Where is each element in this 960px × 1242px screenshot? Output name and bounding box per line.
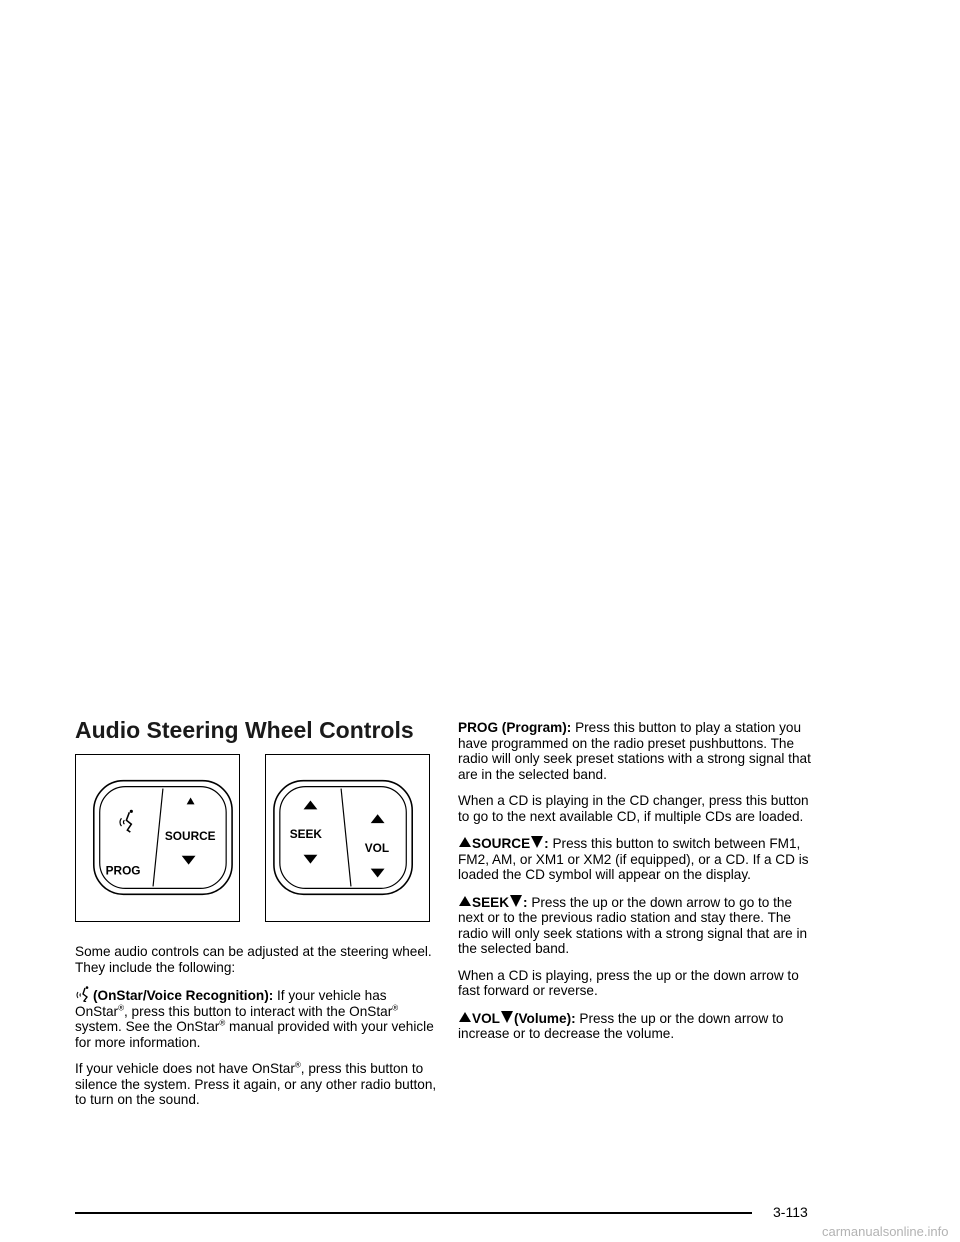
onstar-text-2: , press this button to interact with the OnStar: [123, 1003, 393, 1019]
registered-mark: ®: [219, 1018, 226, 1028]
onstar-text-1: If your vehicle has OnStar: [75, 988, 387, 1019]
no-onstar-paragraph: [75, 1061, 437, 1108]
source-colon: :: [544, 836, 549, 851]
left-column: [75, 716, 437, 1119]
down-triangle-icon: [509, 894, 523, 908]
footer-rule: [75, 1212, 752, 1214]
down-triangle-icon: [530, 835, 544, 849]
pad-divider: [341, 789, 351, 887]
intro-paragraph: Some audio controls can be adjusted at the steering wheel. They include the following:: [75, 944, 432, 975]
source-label: SOURCE: [164, 828, 216, 843]
registered-mark: ®: [294, 1060, 301, 1070]
source-text: Press this button to switch between FM1, FM2, AM, or XM1 or XM2 (if equipped), or a CD. If a CD is loaded the CD symbol will appear on the display.: [458, 836, 809, 882]
prog-text: Press this button to play a station you have programmed on the radio preset pushbuttons. The radio will only seek preset stations with a strong signal that are in the selected band.: [458, 720, 811, 782]
up-triangle-icon: [304, 800, 318, 809]
onstar-term: (OnStar/Voice Recognition):: [93, 988, 274, 1003]
prog-paragraph: [458, 720, 820, 782]
voice-recognition-icon: [75, 986, 93, 1002]
no-onstar-text-2: , press this button to silence the system. Press it again, or any other radio button, to turn on the sound.: [75, 1061, 437, 1107]
seek-colon: :: [523, 894, 528, 910]
pad-divider: [153, 789, 163, 887]
seek-label: SEEK: [289, 827, 322, 841]
page-number: 3-113: [773, 1204, 808, 1220]
up-triangle-icon: [458, 895, 472, 907]
source-term: SOURCE: [472, 836, 531, 851]
right-control-svg: [266, 755, 429, 921]
page-title: Audio Steering Wheel Controls: [75, 717, 414, 743]
down-triangle-icon: [182, 856, 196, 865]
seek-text: Press the up or the down arrow to go to the next or to the previous radio station and stay there. The radio will only seek stations with a strong signal that are in the selected band.: [458, 894, 808, 956]
onstar-text-3: system. See the OnStar: [75, 1019, 220, 1034]
right-control-illustration: [265, 754, 430, 922]
registered-mark: ®: [392, 1002, 399, 1012]
vol-term: VOL: [472, 1010, 500, 1026]
voice-recognition-icon: [120, 810, 133, 832]
down-triangle-icon: [371, 869, 385, 878]
onstar-paragraph: [75, 986, 437, 1050]
down-triangle-icon: [304, 855, 318, 864]
prog-term: PROG (Program):: [458, 720, 572, 735]
figures: [75, 754, 437, 922]
prog-cd-paragraph: When a CD is playing in the CD changer, press this button to go to the next available CD, if multiple CDs are loaded.: [458, 793, 809, 824]
watermark: carmanualsonline.info: [822, 1224, 949, 1239]
prog-label: PROG: [105, 863, 141, 878]
left-control-illustration: [75, 754, 240, 922]
right-column: [458, 720, 820, 1053]
source-paragraph: [458, 835, 820, 883]
up-triangle-icon: [371, 814, 385, 823]
vol-text: Press the up or the down arrow to increase or to decrease the volume.: [458, 1010, 784, 1041]
seek-paragraph: [458, 894, 820, 957]
vol-suffix: (Volume):: [513, 1010, 576, 1026]
vol-label: VOL: [364, 840, 390, 855]
up-triangle-icon: [187, 797, 195, 804]
up-triangle-icon: [458, 836, 472, 848]
seek-cd-paragraph: When a CD is playing, press the up or the down arrow to fast forward or reverse.: [458, 967, 799, 998]
no-onstar-text-1: If your vehicle does not have OnStar: [75, 1061, 295, 1076]
seek-term: SEEK: [472, 894, 510, 910]
down-triangle-icon: [500, 1010, 514, 1024]
up-triangle-icon: [458, 1011, 472, 1023]
onstar-text-4: manual provided with your vehicle for more information.: [75, 1019, 434, 1050]
registered-mark: ®: [118, 1002, 124, 1012]
left-control-svg: [76, 755, 239, 921]
vol-paragraph: [458, 1010, 820, 1042]
